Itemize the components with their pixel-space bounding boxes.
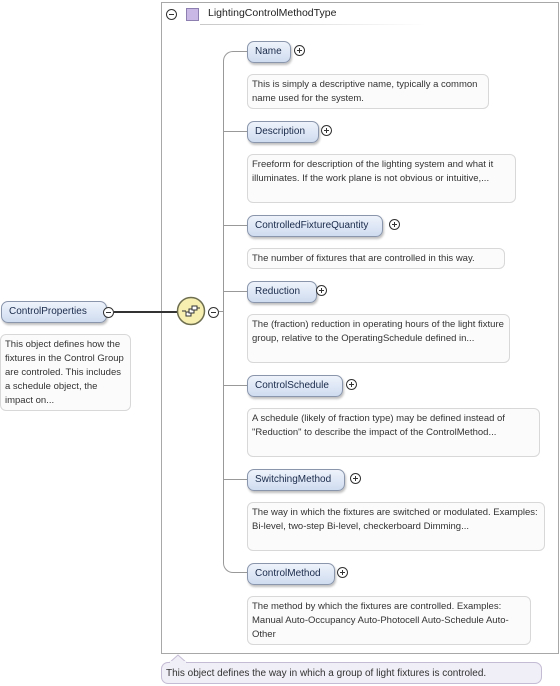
expand-plus-icon[interactable] bbox=[337, 567, 348, 578]
element-control-schedule[interactable] bbox=[247, 375, 343, 397]
element-label: ControlMethod bbox=[255, 568, 321, 579]
expand-plus-icon[interactable] bbox=[321, 125, 332, 136]
element-reduction[interactable] bbox=[247, 281, 317, 303]
type-collapse-icon[interactable] bbox=[166, 9, 177, 20]
element-description[interactable] bbox=[247, 121, 319, 143]
element-label: ControlSchedule bbox=[255, 380, 329, 391]
sequence-collapse-icon[interactable] bbox=[208, 307, 219, 318]
expand-plus-icon[interactable] bbox=[316, 285, 327, 296]
element-documentation: This is simply a descriptive name, typically a common name used for the system. bbox=[247, 74, 489, 109]
branch-connector bbox=[224, 291, 247, 292]
expand-plus-icon[interactable] bbox=[294, 45, 305, 56]
element-documentation: A schedule (likely of fraction type) may be defined instead of "Reduction" to describe the impact of the ControlMethod... bbox=[247, 408, 540, 457]
element-label: ControlledFixtureQuantity bbox=[255, 220, 369, 231]
type-title: LightingControlMethodType bbox=[208, 7, 337, 19]
element-label: Name bbox=[255, 46, 282, 57]
expand-plus-icon[interactable] bbox=[350, 473, 361, 484]
branch-connector bbox=[224, 479, 247, 480]
branch-connector bbox=[224, 225, 247, 226]
type-doc-pointer-cover bbox=[170, 661, 186, 663]
root-element-control-properties[interactable] bbox=[1, 301, 107, 323]
element-documentation: The way in which the fixtures are switched or modulated. Examples: Bi-level, two-step Bi-level, checkerboard Dimming... bbox=[247, 502, 545, 551]
root-collapse-icon[interactable] bbox=[103, 307, 114, 318]
sequence-spine bbox=[223, 51, 247, 573]
root-connector bbox=[114, 311, 177, 313]
expand-plus-icon[interactable] bbox=[346, 379, 357, 390]
element-name[interactable] bbox=[247, 41, 291, 63]
sequence-compositor-icon[interactable] bbox=[176, 296, 206, 326]
element-label: Description bbox=[255, 126, 306, 137]
complex-type-icon bbox=[186, 8, 199, 21]
expand-plus-icon[interactable] bbox=[389, 219, 400, 230]
element-documentation: The number of fixtures that are controlled in this way. bbox=[247, 248, 505, 269]
element-documentation: Freeform for description of the lighting system and what it illuminates. If the work plane is not obvious or intuitive,... bbox=[247, 154, 516, 203]
element-documentation: The (fraction) reduction in operating hours of the light fixture group, relative to the OperatingSchedule defined in... bbox=[247, 314, 510, 363]
element-control-method[interactable] bbox=[247, 563, 335, 585]
element-label: Reduction bbox=[255, 286, 301, 297]
type-documentation: This object defines the way in which a group of light fixtures is controled. bbox=[161, 662, 542, 684]
root-documentation: This object defines how the fixtures in the Control Group are controled. This includes a schedule object, the impact on... bbox=[0, 334, 131, 411]
type-header-underline bbox=[200, 24, 428, 25]
root-element-label: ControlProperties bbox=[9, 306, 87, 317]
element-label: SwitchingMethod bbox=[255, 474, 332, 485]
element-controlled-fixture-quantity[interactable] bbox=[247, 215, 383, 237]
element-switching-method[interactable] bbox=[247, 469, 345, 491]
branch-connector bbox=[224, 131, 247, 132]
branch-connector bbox=[224, 385, 247, 386]
element-documentation: The method by which the fixtures are controlled. Examples: Manual Auto-Occupancy Auto-Photocell Auto-Schedule Auto-Other bbox=[247, 596, 531, 645]
